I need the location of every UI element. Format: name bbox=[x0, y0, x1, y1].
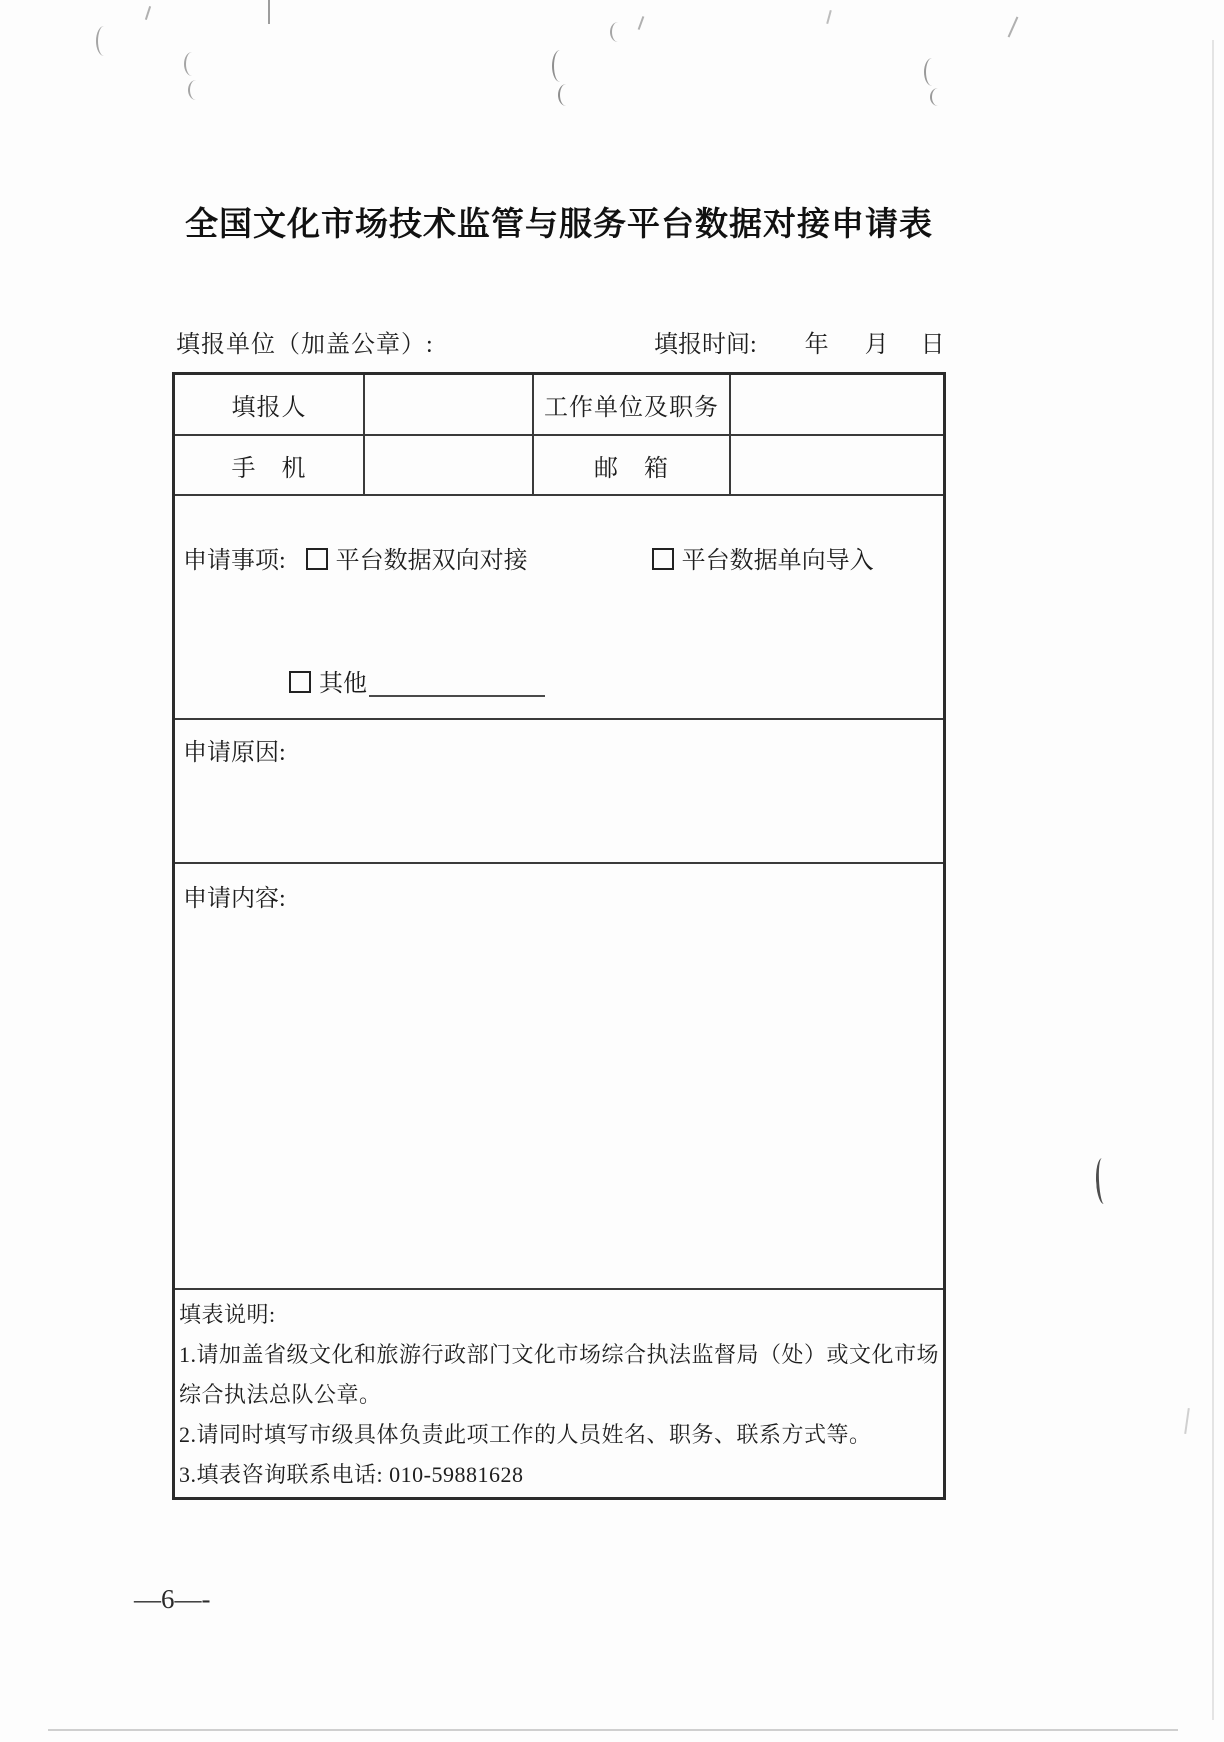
note-item: 1.请加盖省级文化和旅游行政部门文化市场综合执法监督局（处）或文化市场综合执法总队公章。 bbox=[179, 1342, 940, 1407]
other-underline bbox=[369, 695, 545, 697]
option-other-label: 其他 bbox=[319, 671, 367, 697]
month-label: 月 bbox=[864, 332, 889, 358]
apply-items-label: 申请事项: bbox=[183, 548, 286, 574]
page-edge bbox=[48, 1729, 1178, 1731]
apply-other-line bbox=[183, 663, 933, 698]
checkbox-icon bbox=[306, 548, 328, 570]
table-row-filer bbox=[175, 375, 943, 436]
scan-mark bbox=[1184, 1408, 1190, 1434]
filer-label: 填报人 bbox=[175, 375, 365, 434]
option-bidirectional-label: 平台数据双向对接 bbox=[335, 548, 528, 574]
option-bidirectional bbox=[306, 548, 534, 574]
scan-mark bbox=[145, 6, 151, 20]
scan-mark bbox=[268, 0, 270, 24]
scan-mark bbox=[924, 58, 940, 86]
scan-mark bbox=[558, 84, 574, 106]
email-value-cell bbox=[731, 436, 943, 494]
table-row-apply-items bbox=[175, 496, 943, 720]
workunit-value-cell bbox=[731, 375, 943, 434]
filer-value-cell bbox=[365, 375, 534, 434]
scan-mark bbox=[610, 22, 626, 42]
scan-mark bbox=[638, 16, 645, 30]
scan-mark bbox=[184, 52, 200, 76]
page-number: —6—- bbox=[134, 1584, 211, 1614]
day-label: 日 bbox=[920, 332, 945, 358]
scan-mark bbox=[188, 80, 204, 100]
reason-label: 申请原因: bbox=[183, 740, 286, 766]
email-label: 邮 箱 bbox=[534, 436, 731, 494]
reporting-unit-label: 填报单位（加盖公章）: bbox=[176, 332, 434, 358]
table-row-reason bbox=[175, 720, 943, 864]
form-title: 全国文化市场技术监管与服务平台数据对接申请表 bbox=[185, 205, 933, 242]
page-edge bbox=[1212, 40, 1214, 1720]
year-label: 年 bbox=[804, 332, 829, 358]
table-row-contact bbox=[175, 436, 943, 496]
table-row-notes bbox=[175, 1290, 943, 1495]
scan-mark bbox=[1094, 1158, 1111, 1205]
checkbox-icon bbox=[652, 548, 674, 570]
checkbox-icon bbox=[289, 671, 311, 693]
option-import-label: 平台数据单向导入 bbox=[681, 548, 874, 574]
scan-mark bbox=[826, 10, 832, 24]
scan-mark bbox=[552, 50, 568, 82]
content-label: 申请内容: bbox=[183, 886, 286, 912]
scan-mark bbox=[1008, 17, 1019, 38]
apply-options-line bbox=[183, 540, 933, 575]
form-table bbox=[172, 372, 946, 1500]
mobile-value-cell bbox=[365, 436, 534, 494]
reporting-time-label: 填报时间: bbox=[654, 332, 757, 358]
scan-mark bbox=[930, 88, 946, 106]
note-item: 3.填表咨询联系电话: 010-59881628 bbox=[179, 1462, 524, 1487]
notes-title: 填表说明: bbox=[179, 1302, 276, 1327]
workunit-label: 工作单位及职务 bbox=[534, 375, 731, 434]
note-item: 2.请同时填写市级具体负责此项工作的人员姓名、职务、联系方式等。 bbox=[179, 1422, 872, 1447]
scan-mark bbox=[96, 26, 112, 56]
option-import bbox=[652, 548, 874, 574]
reporting-time-group bbox=[654, 324, 945, 359]
mobile-label: 手 机 bbox=[175, 436, 365, 494]
table-row-content bbox=[175, 864, 943, 1290]
